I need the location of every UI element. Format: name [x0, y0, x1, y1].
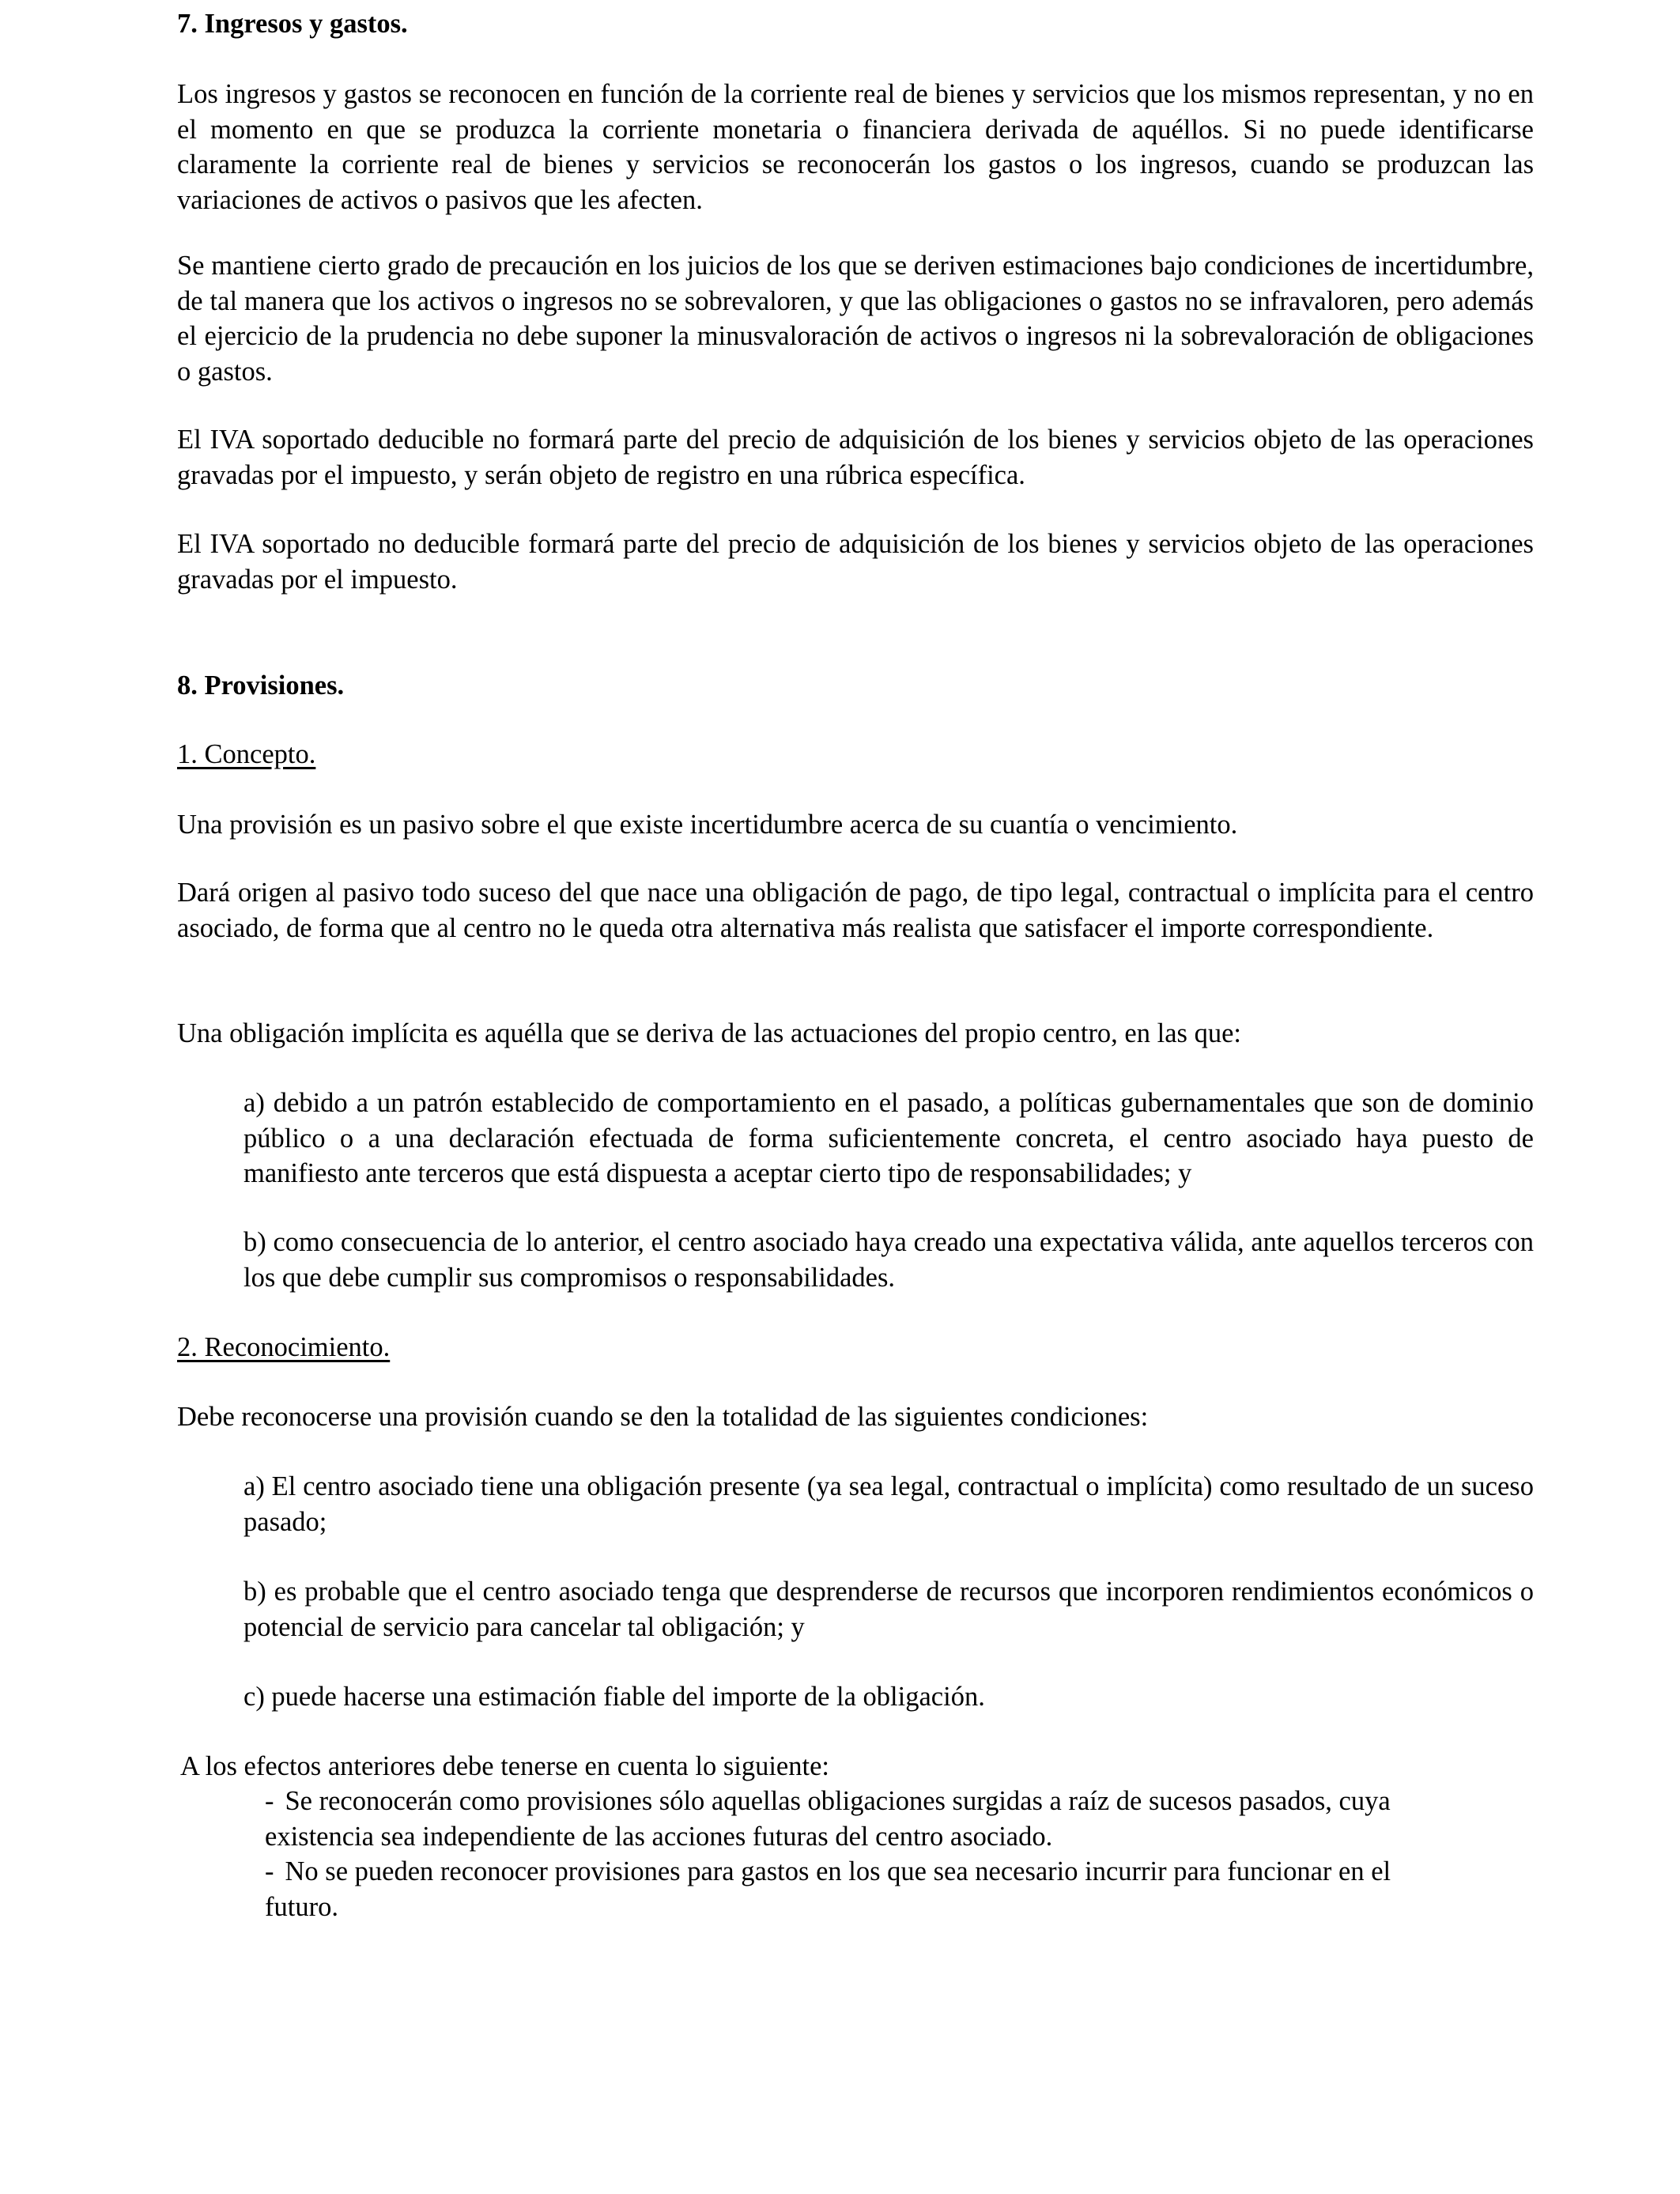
dash-marker: -: [265, 1786, 274, 1816]
reconocimiento-item-a: a) El centro asociado tiene una obligación presente (ya sea legal, contractual o implícita) como resultado de un suceso pasado;: [244, 1471, 1534, 1537]
subsection-concepto-title: 1. Concepto.: [177, 739, 316, 769]
bullet-item-1: [265, 1784, 1534, 1854]
bullet-item-1-line-1: [265, 1784, 1534, 1819]
dash-marker: -: [265, 1856, 274, 1886]
section-7-paragraph-4: El IVA soportado no deducible formará parte del precio de adquisición de los bienes y servicios objeto de las operaciones gravadas por el impuesto.: [177, 529, 1534, 595]
section-7-paragraph-3: El IVA soportado deducible no formará parte del precio de adquisición de los bienes y servicios objeto de las operaciones gravadas por el impuesto, y serán objeto de registro en una rúbrica específica.: [177, 425, 1534, 490]
concepto-paragraph-1: Una provisión es un pasivo sobre el que existe incertidumbre acerca de su cuantía o vencimiento.: [177, 810, 1238, 840]
bullet-item-1-line-2: existencia sea independiente de las acciones futuras del centro asociado.: [265, 1821, 1053, 1852]
bullet-item-1-text-1: Se reconocerán como provisiones sólo aquellas obligaciones surgidas a raíz de sucesos pasados, cuya: [285, 1786, 1391, 1816]
concepto-item-a: a) debido a un patrón establecido de comportamiento en el pasado, a políticas gubernamentales que son de dominio público o a una declaración efectuada de forma suficientemente concreta, el centro asociado haya puesto de manifiesto ante terceros que está dispuesta a aceptar cierto tipo de responsabilidades; y: [244, 1088, 1534, 1188]
concepto-paragraph-3: Una obligación implícita es aquélla que se deriva de las actuaciones del propio centro, en las que:: [177, 1018, 1241, 1048]
reconocimiento-paragraph-2: A los efectos anteriores debe tenerse en cuenta lo siguiente:: [180, 1751, 829, 1781]
subsection-reconocimiento-title: 2. Reconocimiento.: [177, 1332, 391, 1362]
bullet-item-2-line-2: futuro.: [265, 1891, 338, 1922]
concepto-item-b: b) como consecuencia de lo anterior, el centro asociado haya creado una expectativa válida, ante aquellos terceros con los que debe cumplir sus compromisos o responsabilidades.: [244, 1227, 1534, 1293]
reconocimiento-paragraph-1: Debe reconocerse una provisión cuando se den la totalidad de las siguientes condiciones:: [177, 1402, 1149, 1432]
concepto-paragraph-2: Dará origen al pasivo todo suceso del que nace una obligación de pago, de tipo legal, contractual o implícita para el centro asociado, de forma que al centro no le queda otra alternativa más realista que satisfacer el importe correspondiente.: [177, 878, 1534, 943]
section-7-paragraph-2: Se mantiene cierto grado de precaución en los juicios de los que se deriven estimaciones bajo condiciones de incertidumbre, de tal manera que los activos o ingresos no se sobrevaloren, y que las obligaciones o gastos no se infravaloren, pero además el ejercicio de la prudencia no debe suponer la minusvaloración de activos o ingresos ni la sobrevaloración de obligaciones o gastos.: [177, 251, 1534, 387]
reconocimiento-item-c: c) puede hacerse una estimación fiable del importe de la obligación.: [244, 1682, 985, 1712]
section-7-paragraph-1: Los ingresos y gastos se reconocen en función de la corriente real de bienes y servicios que los mismos representan, y no en el momento en que se produzca la corriente monetaria o financiera derivada de aquéllos. Si no puede identificarse claramente la corriente real de bienes y servicios se reconocerán los gastos o los ingresos, cuando se produzcan las variaciones de activos o pasivos que les afecten.: [177, 79, 1534, 215]
bullet-item-2: [265, 1854, 1534, 1924]
section-7-heading: 7. Ingresos y gastos.: [177, 9, 408, 39]
section-8-heading: 8. Provisiones.: [177, 670, 345, 700]
bullet-item-2-line-1: [265, 1854, 1534, 1890]
bullet-item-2-text-1: No se pueden reconocer provisiones para gastos en los que sea necesario incurrir para funcionar en el: [285, 1856, 1391, 1886]
reconocimiento-item-b: b) es probable que el centro asociado tenga que desprenderse de recursos que incorporen rendimientos económicos o potencial de servicio para cancelar tal obligación; y: [244, 1577, 1534, 1642]
